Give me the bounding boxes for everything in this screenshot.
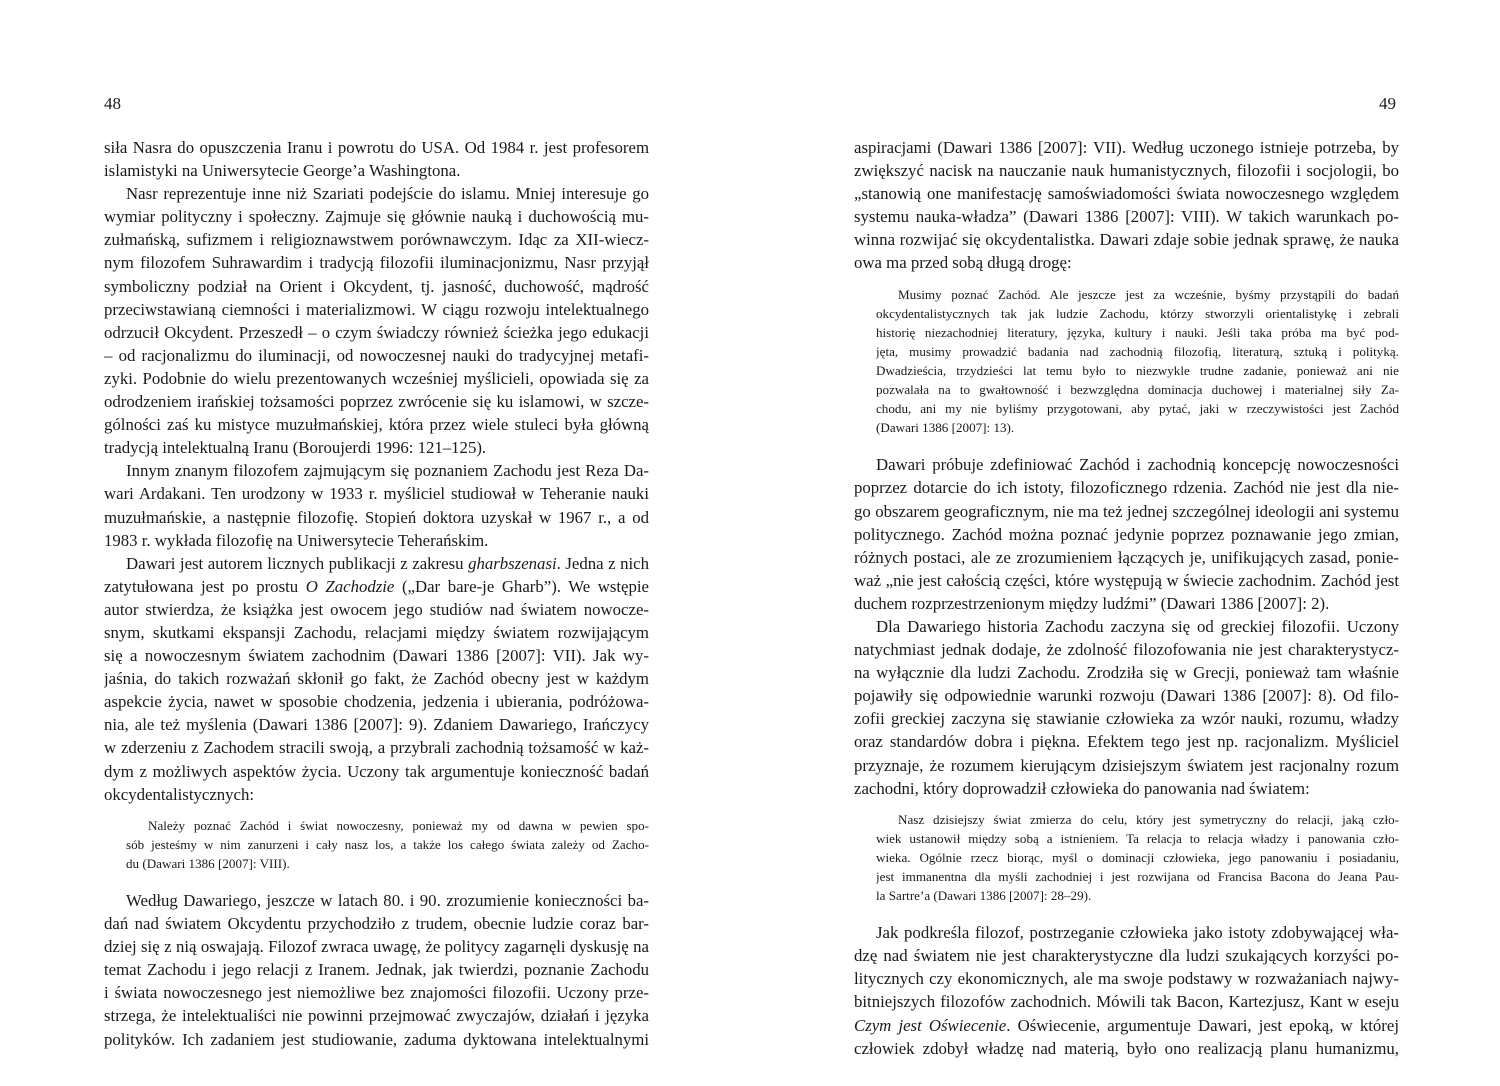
text-line: wymiar polityczny i społeczny. Zajmuje się głównie nauką i duchowością mu-	[104, 207, 649, 227]
text-span: . Oświecenie, argumentuje Dawari, jest epoką, w której	[1006, 1015, 1399, 1035]
text-line: muzułmańskie, a następnie filozofię. Stopień doktora uzyskał w 1967 r., a od	[104, 507, 649, 527]
text-line: Dawari próbuje zdefiniować Zachód i zachodnią koncepcję nowoczesności	[876, 455, 1399, 475]
block-quote	[126, 816, 649, 873]
text-line: dym z możliwych aspektów życia. Uczony tak argumentuje konieczność badań	[104, 761, 649, 781]
text-line: „stanowią one manifestację samoświadomości świata nowoczesnego względem	[854, 184, 1399, 204]
text-line: się a nowoczesnym światem zachodnim (Dawari 1386 [2007]: VII). Jak wy-	[104, 646, 649, 666]
text-line: autor stwierdza, że książka jest owocem jego studiów nad światem nowocze-	[104, 599, 649, 619]
quote-line: wieka. Ogólnie rzecz biorąc, myśl o dominacji człowieka, jego panowaniu i posiadaniu,	[876, 849, 1399, 865]
block-quote	[876, 285, 1399, 438]
text-line: Jak podkreśla filozof, postrzeganie człowieka jako istoty zdobywającej wła-	[876, 923, 1399, 943]
text-line: polityków. Ich zadaniem jest studiowanie, zaduma dyktowana intelektualnymi	[104, 1029, 649, 1049]
essay-title-italic: Czym jest Oświecenie	[854, 1015, 1007, 1035]
text-line: aspekcie życia, nawet w sposobie chodzenia, jedzenia i ubierania, podróżowa-	[104, 692, 649, 712]
text-line: w zderzeniu z Zachodem stracili swoją, a przybrali zachodnią tożsamość w każ-	[104, 738, 649, 758]
text-line: zyki. Podobnie do wielu prezentowanych wcześniej myślicieli, opowiada się za	[104, 368, 649, 388]
text-line: wari Ardakani. Ten urodzony w 1933 r. myśliciel studiował w Teheranie nauki	[104, 484, 649, 504]
text-line: przeciwstawianą ciemności i materializmowi. W ciągu rozwoju intelektualnego	[104, 299, 649, 319]
text-line: okcydentalistycznych:	[104, 784, 255, 804]
text-line: waż „nie jest całością części, które występują w świecie zachodnim. Zachód jest	[854, 570, 1399, 590]
text-line: odrodzeniem irańskiej tożsamości poprzez zwrócenie się ku islamowi, w szcze-	[104, 392, 649, 412]
text-line: symboliczny podział na Orient i Okcydent, tj. jasność, duchowość, mądrość	[104, 276, 649, 296]
text-line: jaśnia, do takich rozważań skłonił go fakt, że Zachód obecny jest w każdym	[104, 669, 649, 689]
quote-line: Nasz dzisiejszy świat zmierza do celu, który jest symetryczny do relacji, jaką czło-	[898, 811, 1399, 827]
text-line: owa ma przed sobą długą drogę:	[854, 253, 1072, 273]
quote-line: okcydentalistycznych tak jak ludzie Zachodu, którzy stworzyli orientalistykę i zebrali	[876, 305, 1399, 321]
text-line: zułmańską, sufizmem i religioznawstwem porównawczym. Idąc za XII-wiecz-	[104, 230, 649, 250]
text-line: duchem rozprzestrzenionym między ludźmi” (Dawari 1386 [2007]: 2).	[854, 593, 1330, 613]
text-line: politycznego. Zachód można poznać jedynie poprzez poznawanie jego zmian,	[854, 524, 1399, 544]
text-line: tradycją intelektualną Iranu (Boroujerdi 1996: 121–125).	[104, 438, 487, 458]
quote-line: (Dawari 1386 [2007]: 13).	[876, 420, 1015, 436]
text-line: litycznych czy ekonomicznych, ale ma swoje podstawy w rozważaniach najwy-	[854, 969, 1399, 989]
text-line: poprzez dotarcie do ich istoty, filozoficznego rdzenia. Zachód nie jest dla nie-	[854, 478, 1399, 498]
text-line: go obszarem geograficznym, nie ma też jednej szczególnej ideologii ani systemu	[854, 501, 1399, 521]
text-line: Innym znanym filozofem zajmującym się poznaniem Zachodu jest Reza Da-	[126, 461, 649, 481]
text-column	[104, 136, 649, 1051]
text-line: systemu nauka-władza” (Dawari 1386 [2007]: VIII). W takich warunkach po-	[854, 207, 1399, 227]
text-line: – od racjonalizmu do iluminacji, od nowoczesnej nauki do tradycyjnej metafi-	[104, 345, 649, 365]
text-span: („Dar bare-je Gharb”). We wstępie	[394, 576, 649, 596]
text-line: islamistyki na Uniwersytecie George’a Washingtona.	[104, 161, 461, 181]
text-line: winna rozwijać się okcydentalistka. Dawari zdaje sobie jednak sprawę, że nauka	[854, 230, 1399, 250]
text-line: nia, ale też myślenia (Dawari 1386 [2007]: 9). Zdaniem Dawariego, Irańczycy	[104, 715, 649, 735]
text-line: różnych postaci, ale ze zrozumieniem łączących je, unifikujących zasad, ponie-	[854, 547, 1399, 567]
text-line: dań nad światem Okcydentu przychodziło z trudem, obecnie ludzie coraz bar-	[104, 914, 649, 934]
quote-line: pozwalała na to gwałtowność i bezwzględna dominacja duchowej i materialnej siły Za-	[876, 382, 1399, 398]
text-line: Nasr reprezentuje inne niż Szariati podejście do islamu. Mniej interesuje go	[126, 184, 649, 204]
text-line: pojawiły się odpowiednie warunki rozwoju (Dawari 1386 [2007]: 8). Od filo-	[854, 686, 1399, 706]
book-title-italic: O Zachodzie	[305, 576, 395, 596]
text-line: na wyłącznie dla ludzi Zachodu. Zrodziła się w Grecji, ponieważ tam właśnie	[854, 663, 1399, 683]
text-line: zofii greckiej zaczyna się stawianie człowieka za wzór nauki, rozumu, władzy	[854, 709, 1399, 729]
page-number: 49	[1379, 94, 1396, 113]
right-page	[750, 0, 1500, 1086]
text-span: Dawari jest autorem licznych publikacji z zakresu	[126, 553, 469, 573]
text-line: natychmiast jednak dodaje, że zdolność filozofowania nie jest charakterystycz-	[854, 640, 1399, 660]
text-line	[854, 1014, 1399, 1037]
text-line: strzega, że intelektualiści nie powinni przejmować zwyczajów, działań i języka	[104, 1006, 649, 1026]
text-line: snym, skutkami ekspansji Zachodu, relacjami między światem rozwijającym	[104, 622, 649, 642]
text-line: człowiek zdobył władzę nad materią, było ono realizacją planu humanizmu,	[854, 1038, 1399, 1058]
quote-line: du (Dawari 1386 [2007]: VIII).	[126, 855, 290, 871]
text-line: 1983 r. wykłada filozofię na Uniwersytecie Teherańskim.	[104, 530, 489, 550]
text-line: odrzucił Okcydent. Przeszedł – o czym świadczy również ścieżka jego edukacji	[104, 322, 649, 342]
text-line	[104, 552, 649, 575]
text-line: zwiększyć nacisk na nauczanie nauk humanistycznych, filozofii i socjologii, bo	[854, 161, 1399, 181]
text-line: gólności zaś ku mistyce muzułmańskiej, która przez wiele stuleci była główną	[104, 415, 649, 435]
text-line: siła Nasra do opuszczenia Iranu i powrotu do USA. Od 1984 r. jest profesorem	[104, 138, 649, 157]
block-quote	[876, 810, 1399, 905]
book-title-italic: gharbszenasi	[468, 553, 557, 573]
text-line: Dla Dawariego historia Zachodu zaczyna się od greckiej filozofii. Uczony	[876, 616, 1399, 636]
text-line	[104, 575, 649, 598]
quote-line: jest immanentna dla myśli zachodniej i jest rozwijana od Francisa Bacona do Jeana Pau-	[876, 869, 1399, 884]
quote-line: la Sartre’a (Dawari 1386 [2007]: 28–29).	[876, 888, 1092, 904]
quote-line: jęta, musimy prowadzić badania nad zachodnią filozofią, literaturą, sztuką i polityką.	[876, 343, 1399, 359]
text-span: zatytułowana jest po prostu	[104, 576, 306, 596]
text-line: dziej się z nią oswajają. Filozof zwraca uwagę, że politycy zagarnęli dyskusję na	[104, 937, 649, 957]
text-line: oraz standardów dobra i piękna. Efektem tego jest np. racjonalizm. Myśliciel	[854, 732, 1399, 752]
text-column	[854, 136, 1399, 1060]
text-line: przyznaje, że rozumem kierującym dzisiejszym światem jest racjonalny rozum	[854, 755, 1399, 775]
quote-line: wiek ustanowił między sobą a istnieniem. Ta relacja to relacja władzy i panowania czło-	[876, 830, 1399, 846]
text-line: aspiracjami (Dawari 1386 [2007]: VII). Według uczonego istnieje potrzeba, by	[854, 138, 1399, 157]
text-span: . Jedna z nich	[556, 553, 649, 573]
text-line: bitniejszych filozofów zachodnich. Mówili tak Bacon, Kartezjusz, Kant w eseju	[854, 992, 1399, 1012]
page-number: 48	[104, 94, 121, 113]
text-line: nym filozofem Suhrawardim i tradycją filozofii iluminacjonizmu, Nasr przyjął	[104, 253, 649, 273]
quote-line: sób jesteśmy w nim zanurzeni i cały nasz los, a także los całego świata zależy od Zacho-	[126, 836, 649, 852]
quote-line: Należy poznać Zachód i świat nowoczesny, ponieważ my od dawna w pewien spo-	[148, 817, 649, 833]
text-line: i świata nowoczesnego jest niemożliwe bez znajomości filozofii. Uczony prze-	[104, 983, 649, 1003]
quote-line: Musimy poznać Zachód. Ale jeszcze jest za wcześnie, byśmy przystąpili do badań	[898, 286, 1399, 302]
text-line: temat Zachodu i jego relacji z Iranem. Jednak, jak twierdzi, poznanie Zachodu	[104, 960, 649, 980]
text-line: Według Dawariego, jeszcze w latach 80. i 90. zrozumienie konieczności ba-	[126, 891, 649, 910]
text-line: zachodni, który doprowadził człowieka do panowania nad światem:	[854, 778, 1310, 798]
text-line: dzę nad światem nie jest charakterystyczne dla ludzi szukających korzyści po-	[854, 946, 1399, 966]
quote-line: Dwadzieścia, trzydzieści lat temu było to niezwykle trudne zadanie, ponieważ ani nie	[876, 362, 1399, 378]
quote-line: chodu, ani my nie byliśmy przygotowani, aby pytać, jaki w rzeczywistości jest Zachód	[876, 401, 1399, 417]
quote-line: historię niezachodniej literatury, języka, kultury i nauki. Jeśli taka próba ma być pod-	[876, 324, 1399, 340]
